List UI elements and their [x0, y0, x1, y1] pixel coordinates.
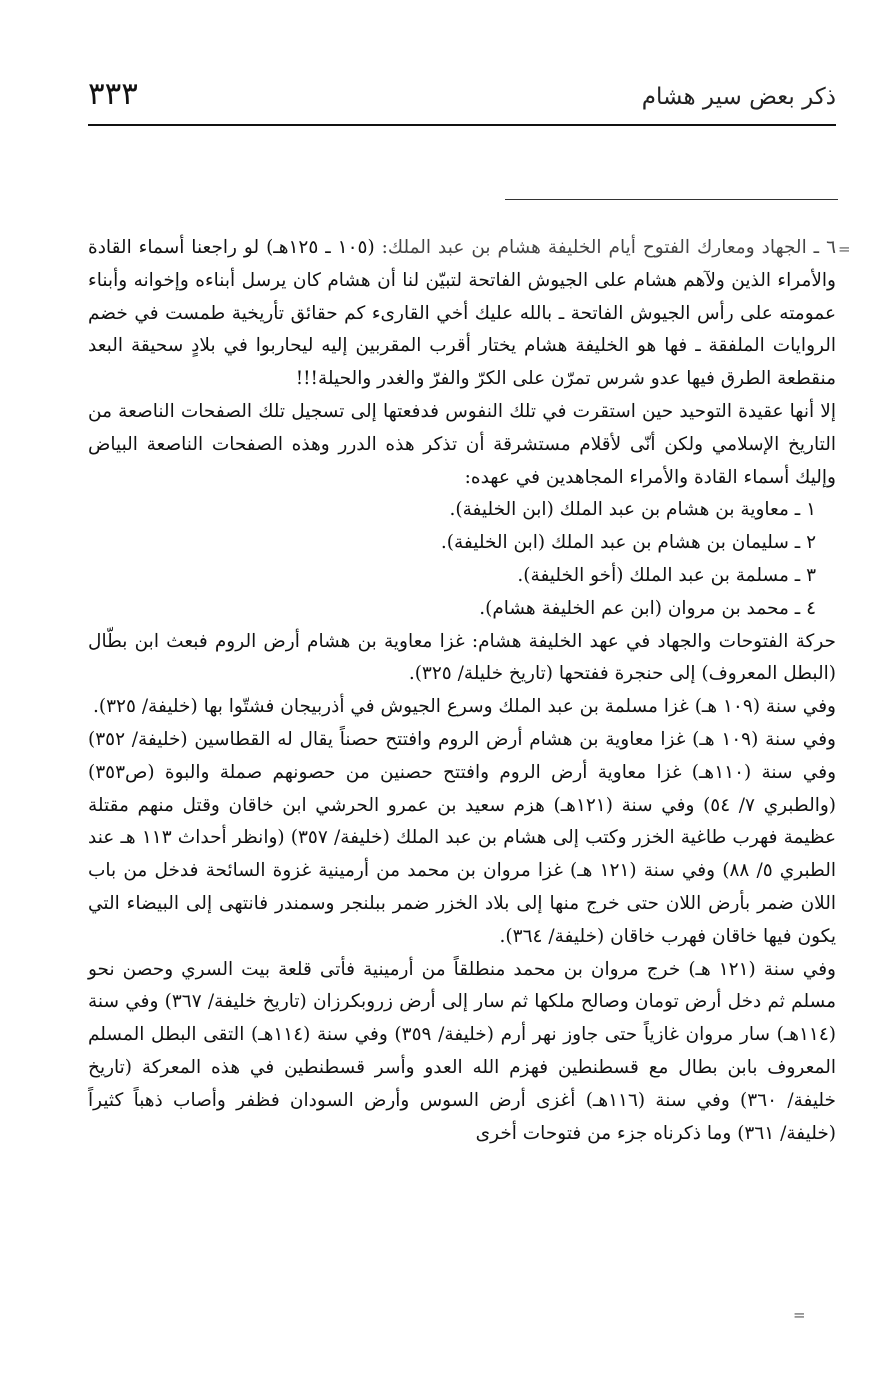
list-item: ٢ ـ سليمان بن هشام بن عبد الملك (ابن الخليفة). [440, 532, 816, 554]
running-title: ذكر بعض سير هشام [641, 84, 836, 110]
intro-text: (١٠٥ ـ ١٢٥هـ) لو راجعنا أسماء القادة والأمراء الذين ولآهم هشام على الجيوش الفاتحة لتبيّن لنا أن هشام كان يرسل أبناءه وإخوانه وأبناء عمومته على رأس الجيوش الفاتحة ـ بالله عليك أخي القارىء كم حقائق تأريخية طمست في خضم الروايات الملفقة ـ فها هو الخليفة هشام يختار أقرب المقربين إليه ليحاربوا في بلادٍ سحيقة البعد منقطعة الطرق فيها عدو شرس تمرّن على الكرّ والفرّ والغدر والحيلة!!! [88, 237, 836, 390]
paragraph-6: وفي سنة (١٢١ هـ) خرج مروان بن محمد منطلقاً من أرمينية فأتى قلعة بيت السري وحصن نحو مسلم ثم دخل أرض تومان وصالح ملكها ثم سار إلى أرض زروبكرزان (تاريخ خليفة/ ٣٦٧) وفي سنة (١١٤هـ) سار مروان غازياً حتى جاوز نهر أرم (خليفة/ ٣٥٩) وفي سنة (١١٤هـ) التقى البطل المسلم المعروف بابن بطال مع قسطنطين فهزم الله العدو وأسر قسطنطين في هذه المعركة (تاريخ خليفة/ ٣٦٠) وفي سنة (١١٦هـ) أغزى أرض السوس وأرض السودان فظفر وأصاب ذهباً كثيراً (خليفة/ ٣٦١) وما ذكرناه جزء من فتوحات أخرى [88, 958, 836, 1144]
continuation-mark-bottom: = [793, 1306, 806, 1324]
page-header [88, 70, 836, 122]
continuation-mark-top: = [838, 240, 851, 258]
intro-paragraph [88, 232, 836, 396]
list-item: ١ ـ معاوية بن هشام بن عبد الملك (ابن الخليفة). [449, 499, 816, 521]
page-number: ٣٣٣ [88, 76, 138, 112]
paragraph-2: إلا أنها عقيدة التوحيد حين استقرت في تلك النفوس فدفعتها إلى تسجيل تلك الصفحات الناصعة من التاريخ الإسلامي ولكن أنّى لأقلام مستشرقة أن تذكر هذه الدرر وهذه الصفحات الناصعة البياض وإليك أسماء القادة والأمراء المجاهدين في عهده: [88, 400, 836, 488]
list-item: ٤ ـ محمد بن مروان (ابن عم الخليفة هشام). [479, 597, 816, 619]
header-rule [88, 124, 836, 126]
intro-lead: ٦ ـ الجهاد ومعارك الفتوح أيام الخليفة هشام بن عبد الملك: [381, 237, 836, 258]
paragraph-3: حركة الفتوحات والجهاد في عهد الخليفة هشام: غزا معاوية بن هشام أرض الروم فبعث ابن بطّال (البطل المعروف) إلى حنجرة ففتحها (تاريخ خليلة/ ٣٢٥). [88, 630, 836, 685]
list-item: ٣ ـ مسلمة بن عبد الملك (أخو الخليفة). [517, 564, 816, 586]
body-text [88, 232, 836, 1150]
paragraph-4: وفي سنة (١٠٩ هـ) غزا مسلمة بن عبد الملك وسرع الجيوش في أذربيجان فشتّوا بها (خليفة/ ٣٢٥). [93, 696, 836, 718]
footnote-separator [505, 199, 838, 200]
paragraph-5: وفي سنة (١٠٩ هـ) غزا معاوية بن هشام أرض الروم وافتتح حصناً يقال له القطاسين (خليفة/ ٣٥٢) وفي سنة (١١٠هـ) غزا معاوية أرض الروم وافتتح حصنين من حصونهم صملة والبوة (ص٣٥٣) (والطبري ٧/ ٥٤) وفي سنة (١٢١هـ) هزم سعيد بن عمرو الحرشي ابن خاقان وقتل منهم مقتلة عظيمة فهرب طاغية الخزر وكتب إلى هشام بن عبد الملك (خليفة/ ٣٥٧) (وانظر أحداث ١١٣ هـ عند الطبري ٥/ ٨٨) وفي سنة (١٢١ هـ) غزا مروان بن محمد من أرمينية غزوة السائحة فدخل من باب اللان ضمر بأرض اللان حتى خرج منها إلى بلاد الخزر ضمر ببلنجر وسمندر فانتهى إلى البيضاء التي يكون فيها خاقان فهرب خاقان (خليفة/ ٣٦٤). [88, 728, 836, 947]
